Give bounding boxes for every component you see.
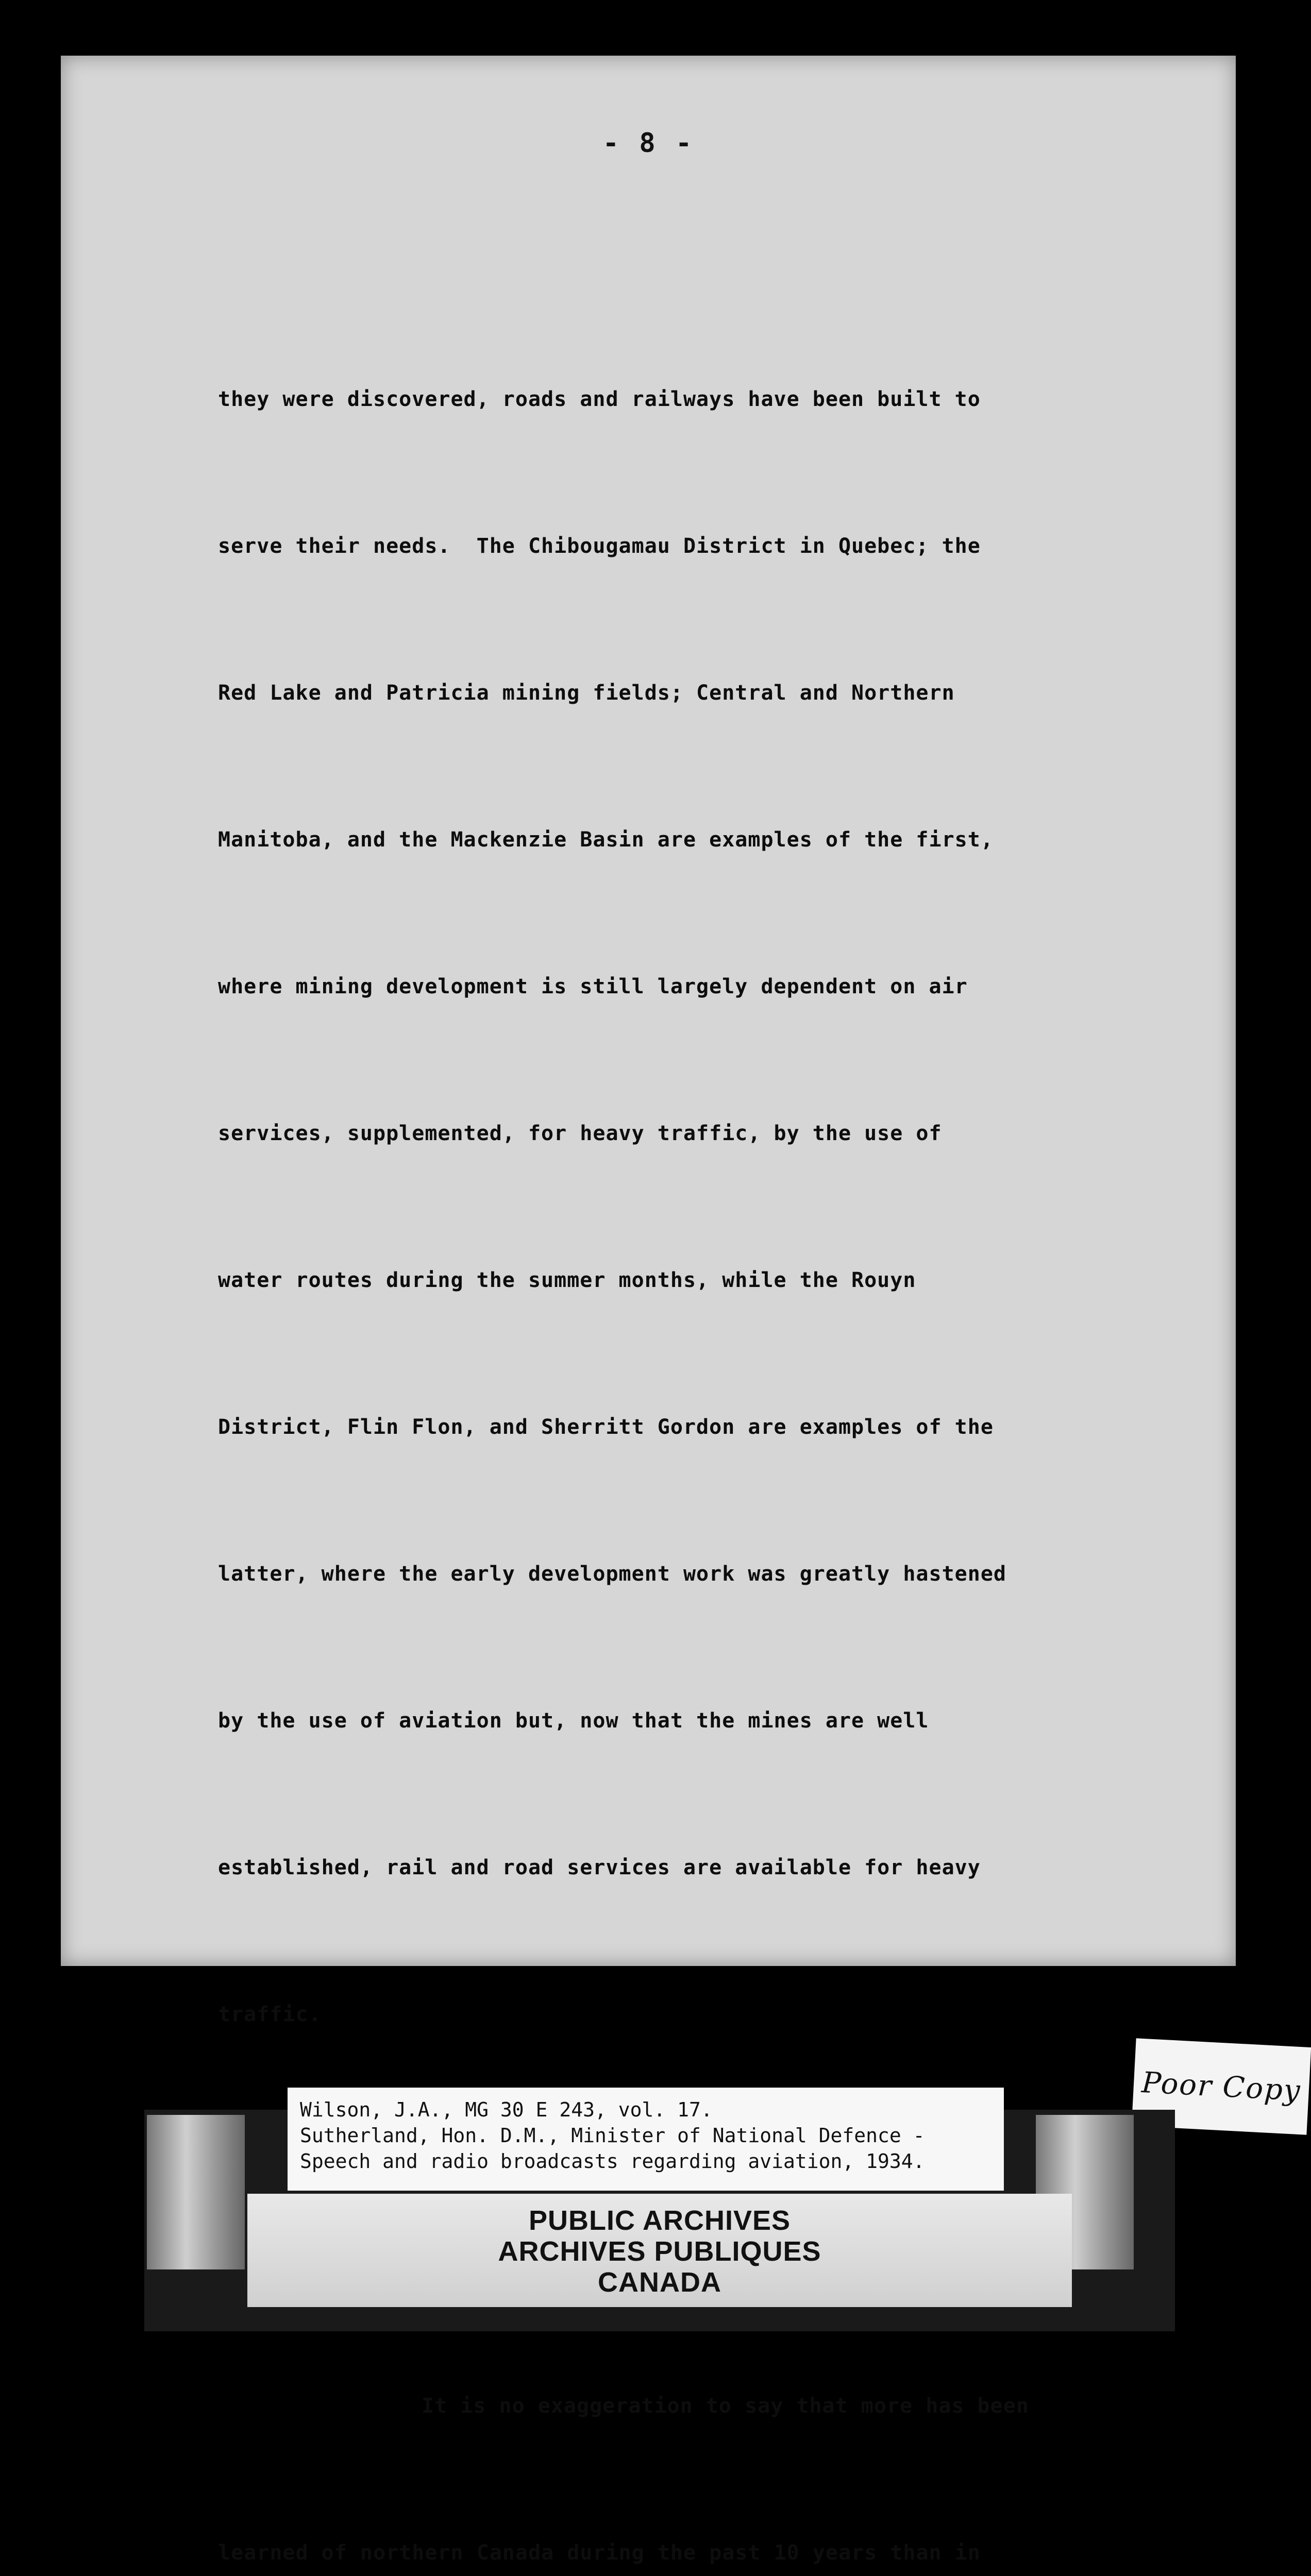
text-line: latter, where the early development work was greatly hastened — [218, 1562, 1007, 1586]
catalog-line: Sutherland, Hon. D.M., Minister of National Defence - — [300, 2124, 925, 2147]
catalog-line: Wilson, J.A., MG 30 E 243, vol. 17. — [300, 2098, 713, 2121]
poor-copy-note: Poor Copy — [1132, 2038, 1311, 2135]
text-line: by the use of aviation but, now that the mines are well — [218, 1709, 929, 1733]
catalog-card — [288, 2088, 1004, 2191]
text-line: learned of northern Canada during the past 10 years than in — [218, 2541, 981, 2565]
text-line: services, supplemented, for heavy traffic, by the use of — [218, 1122, 942, 1145]
archives-stamp-line: ARCHIVES PUBLIQUES — [498, 2236, 821, 2267]
text-line: water routes during the summer months, while the Rouyn — [218, 1268, 916, 1292]
text-line: Red Lake and Patricia mining fields; Central and Northern — [218, 681, 955, 705]
text-line: serve their needs. The Chibougamau District in Quebec; the — [218, 534, 981, 558]
text-line: Manitoba, and the Mackenzie Basin are examples of the first, — [218, 828, 994, 852]
text-line: established, rail and road services are available for heavy — [218, 1856, 981, 1879]
text-line: It is no exaggeration to say that more has been — [422, 2394, 1029, 2418]
catalog-line: Speech and radio broadcasts regarding aviation, 1934. — [300, 2150, 925, 2173]
archives-stamp-line: CANADA — [598, 2267, 721, 2298]
archives-stamp — [247, 2194, 1072, 2307]
text-line: they were discovered, roads and railways have been built to — [218, 387, 981, 411]
paragraph-1 — [218, 277, 1223, 2137]
text-line: where mining development is still largely dependent on air — [218, 975, 968, 998]
text-line: District, Flin Flon, and Sherritt Gordon are examples of the — [218, 1415, 994, 1439]
text-line: traffic. — [218, 2003, 322, 2026]
label-clip-left — [147, 2115, 245, 2269]
page-number: - 8 - — [602, 128, 694, 159]
archives-stamp-line: PUBLIC ARCHIVES — [528, 2205, 791, 2236]
